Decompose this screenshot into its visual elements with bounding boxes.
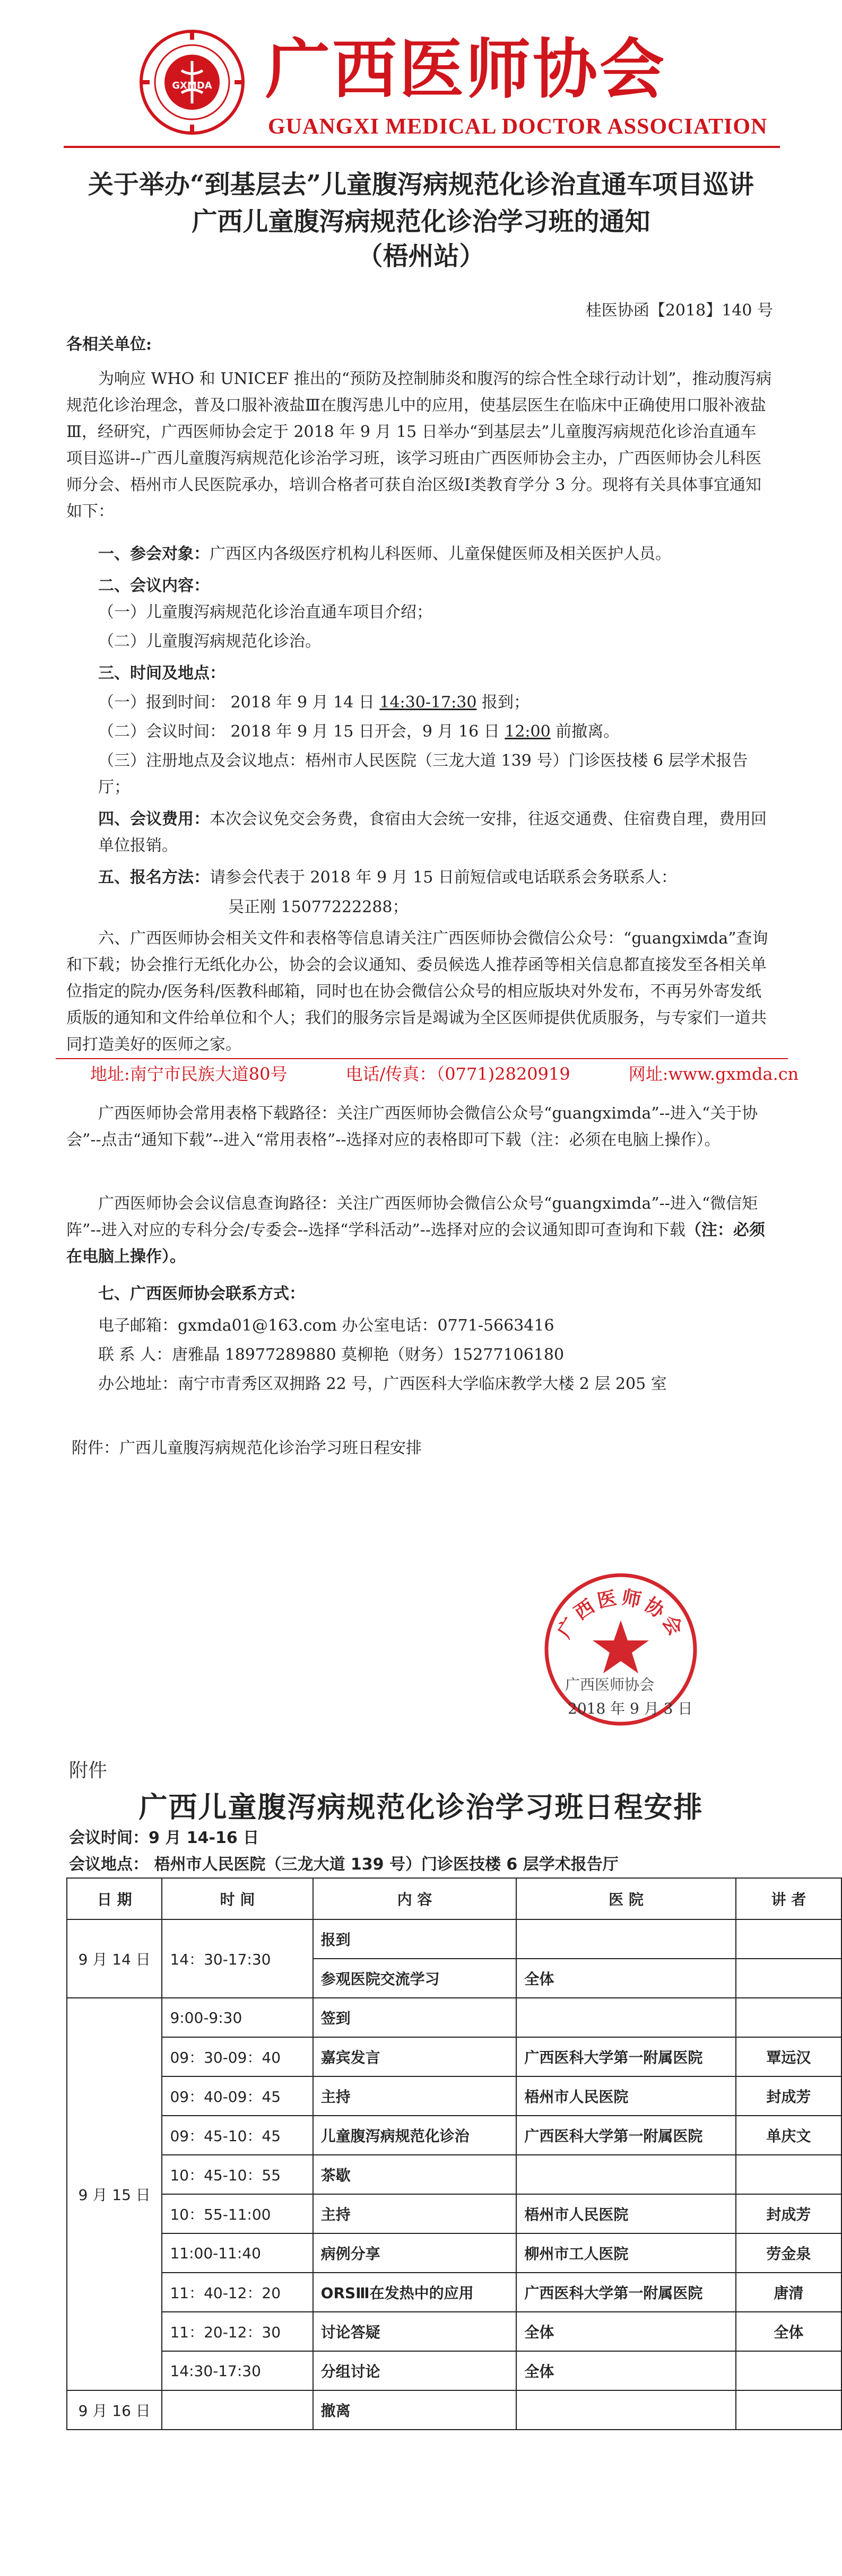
cell-time: 9:00-9:30 xyxy=(162,1998,313,2037)
addressee: 各相关单位: xyxy=(66,335,152,354)
cell-hospital: 全体 xyxy=(516,1959,735,1998)
section-label: 四、会议费用： xyxy=(98,810,210,828)
cell-content: 病例分享 xyxy=(313,2233,517,2273)
contact-people: 联 系 人：唐雅晶 18977289880 莫柳艳（财务）15277106180 xyxy=(98,1346,565,1364)
header-hospital: 医 院 xyxy=(516,1878,735,1919)
header-speaker: 讲 者 xyxy=(736,1878,841,1919)
cell-time xyxy=(162,2390,313,2430)
table-row xyxy=(67,2155,841,2194)
cell-speaker xyxy=(736,1959,841,1998)
header-date: 日 期 xyxy=(67,1878,162,1919)
table-row xyxy=(67,1919,841,1959)
cell-hospital xyxy=(516,1998,735,2037)
red-footer-rule xyxy=(56,1058,788,1059)
cell-speaker xyxy=(736,2390,841,2430)
cell-content: 分组讨论 xyxy=(313,2351,517,2390)
section-wechat-info: 六、广西医师协会相关文件和表格等信息请关注广西医师协会微信公众号：“guangxiмda”查询和下载；协会推行无纸化办公，协会的会议通知、委员候选人推荐函等相关信息都直接发至各相关单位指定的院办/医务科/医教科邮箱，同时也在协会微信公众号的相应版块对外发布，不再另外寄发纸质版的通知和文件给单位和个人；我们的服务宗旨是竭诚为全区医师提供优质服务，与专家们一道共同打造美好的医师之家。 xyxy=(66,929,768,1054)
table-row xyxy=(67,2233,841,2273)
cell-content: ORSⅢ在发热中的应用 xyxy=(313,2273,517,2312)
content-item-2: （二）儿童腹泻病规范化诊治。 xyxy=(98,632,321,651)
section-fees xyxy=(66,806,772,859)
forms-text: 广西医师协会常用表格下载路径：关注广西医师协会微信公众号“guangximda”--进入“关于协会”--点击“通知下载”--进入“常用表格”--选择对应的表格即可下载（注：必须在电脑上操作）。 xyxy=(66,1104,758,1149)
cell-time: 11：20-12：30 xyxy=(162,2312,313,2351)
meeting-query-note: （注：必须在电脑上操作）。 xyxy=(66,1221,765,1266)
schedule-title: 广西儿童腹泻病规范化诊治学习班日程安排 xyxy=(138,1790,704,1824)
time-text: （二）会议时间： 2018 年 9 月 15 日开会，9 月 16 日 xyxy=(98,722,505,741)
cell-speaker xyxy=(736,2351,841,2390)
cell-content: 签到 xyxy=(313,1998,517,2037)
section-contact-heading: 七、广西医师协会联系方式： xyxy=(98,1285,305,1303)
schedule-meeting-time: 会议时间：9 月 14-16 日 xyxy=(69,1829,259,1847)
table-row xyxy=(67,1998,841,2037)
cell-date: 9 月 14 日 xyxy=(67,1919,162,1998)
header-divider xyxy=(64,146,780,148)
cell-hospital: 广西医科大学第一附属医院 xyxy=(516,2273,735,2312)
meeting-location: （三）注册地点及会议地点：梧州市人民医院（三龙大道 139 号）门诊医技楼 6 层学术报告厅； xyxy=(98,752,748,797)
svg-text:GXMDA: GXMDA xyxy=(172,80,212,91)
cell-time: 14：30-17:30 xyxy=(162,1919,313,1998)
forms-download-path xyxy=(66,1101,772,1154)
notice-title-line-3: （梧州站） xyxy=(357,241,485,271)
cell-speaker: 劳金泉 xyxy=(736,2233,841,2273)
cell-hospital xyxy=(516,2390,735,2430)
table-header-row xyxy=(67,1878,841,1919)
svg-text:广西医师协会: 广西医师协会 xyxy=(553,1586,688,1642)
cell-content: 主持 xyxy=(313,2194,517,2233)
cell-hospital xyxy=(516,2155,735,2194)
schedule-table xyxy=(66,1878,842,2430)
attachment-note: 附件：广西儿童腹泻病规范化诊治学习班日程安排 xyxy=(72,1439,422,1457)
document-number: 桂医协函【2018】140 号 xyxy=(585,301,773,320)
time-value: 12:00 xyxy=(505,722,551,741)
cell-content: 茶歇 xyxy=(313,2155,517,2194)
cell-hospital: 广西医科大学第一附属医院 xyxy=(516,2116,735,2155)
cell-hospital: 全体 xyxy=(516,2351,735,2390)
cell-content: 报到 xyxy=(313,1919,517,1959)
registration-contact: 吴正刚 15077222288； xyxy=(228,898,409,916)
meeting-query-path xyxy=(66,1191,772,1270)
section-content-heading: 二、会议内容： xyxy=(98,577,210,595)
cell-content: 撤离 xyxy=(313,2390,517,2430)
cell-hospital: 广西医科大学第一附属医院 xyxy=(516,2037,735,2076)
signature-date: 2018 年 9 月 3 日 xyxy=(568,1700,693,1717)
cell-hospital xyxy=(516,1919,735,1959)
cell-hospital: 全体 xyxy=(516,2312,735,2351)
cell-content: 嘉宾发言 xyxy=(313,2037,517,2076)
table-row xyxy=(67,2037,841,2076)
cell-hospital: 柳州市工人医院 xyxy=(516,2233,735,2273)
intro-paragraph: 为响应 WHO 和 UNICEF 推出的“预防及控制肺炎和腹泻的综合性全球行动计划”，推动腹泻病规范化诊治理念，普及口服补液盐Ⅲ在腹泻患儿中的应用，使基层医生在临床中正确使用口服补液盐Ⅲ，经研究，广西医师协会定于 2018 年 9 月 15 日举办“到基层去”儿童腹泻病规范化诊治直通车项目巡讲--广西儿童腹泻病规范化诊治学习班，该学习班由广西医师协会主办，广西医师协会儿科医师分会、梧州市人民医院承办，培训合格者可获自治区级Ⅰ类教育学分 3 分。现将有关具体事宜通知如下： xyxy=(66,370,772,521)
cell-date: 9 月 16 日 xyxy=(67,2390,162,2430)
cell-content: 讨论答疑 xyxy=(313,2312,517,2351)
time-text: （一）报到时间： 2018 年 9 月 14 日 xyxy=(98,693,380,712)
table-row xyxy=(67,2194,841,2233)
footer-address: 地址:南宁市民族大道80号 xyxy=(90,1064,288,1084)
registration-time xyxy=(66,689,772,716)
cell-date: 9 月 15 日 xyxy=(67,1998,162,2390)
cell-time: 09：45-10：45 xyxy=(162,2116,313,2155)
section-registration xyxy=(66,865,772,891)
section-time-place-heading: 三、时间及地点： xyxy=(98,664,225,683)
attachment-label: 附件 xyxy=(69,1760,108,1782)
cell-speaker: 全体 xyxy=(736,2312,841,2351)
section-text: 请参会代表于 2018 年 9 月 15 日前短信或电话联系会务联系人： xyxy=(210,868,677,887)
time-value: 14:30-17:30 xyxy=(379,693,477,712)
cell-time: 11：40-12：20 xyxy=(162,2273,313,2312)
header-time: 时 间 xyxy=(162,1878,313,1919)
signature-organization: 广西医师协会 xyxy=(565,1676,655,1693)
cell-hospital: 梧州市人民医院 xyxy=(516,2194,735,2233)
section-label: 一、参会对象： xyxy=(98,545,210,563)
table-row xyxy=(67,2273,841,2312)
cell-speaker: 封成芳 xyxy=(736,2194,841,2233)
table-row xyxy=(67,2312,841,2351)
cell-speaker: 唐清 xyxy=(736,2273,841,2312)
cell-time: 14:30-17:30 xyxy=(162,2351,313,2390)
cell-speaker: 覃远汉 xyxy=(736,2037,841,2076)
table-row xyxy=(67,2116,841,2155)
table-row xyxy=(67,2390,841,2430)
meeting-query-text: 广西医师协会会议信息查询路径：关注广西医师协会微信公众号“guangximda”--进入“微信矩阵”--进入对应的专科分会/专委会--选择“学科活动”--选择对应的会议通知即可查询和下载 xyxy=(66,1194,758,1239)
schedule-meeting-place: 会议地点： 梧州市人民医院（三龙大道 139 号）门诊医技楼 6 层学术报告厅 xyxy=(69,1855,619,1874)
cell-content: 主持 xyxy=(313,2076,517,2116)
section-text: 本次会议免交会务费，食宿由大会统一安排，往返交通费、住宿费自理，费用回单位报销。 xyxy=(98,810,767,855)
footer-website[interactable]: 网址:www.gxmda.cn xyxy=(628,1064,799,1084)
notice-title-line-1: 关于举办“到基层去”儿童腹泻病规范化诊治直通车项目巡讲 xyxy=(88,170,754,199)
time-text: 报到； xyxy=(476,693,529,712)
content-item-1: （一）儿童腹泻病规范化诊治直通车项目介绍； xyxy=(98,603,432,622)
cell-time: 10：45-10：55 xyxy=(162,2155,313,2194)
meeting-time xyxy=(66,719,772,745)
contact-email-phone: 电子邮箱：gxmda01@163.com 办公室电话：0771-5663416 xyxy=(98,1316,554,1335)
association-logo-seal xyxy=(139,29,245,135)
cell-speaker: 封成芳 xyxy=(736,2076,841,2116)
cell-speaker xyxy=(736,1998,841,2037)
schedule-table-container xyxy=(66,1878,842,2430)
footer-phone: 电话/传真：（0771)2820919 xyxy=(345,1064,570,1084)
section-target-audience xyxy=(66,541,772,567)
red-contact-line xyxy=(90,1061,798,1085)
contact-address: 办公地址：南宁市青秀区双拥路 22 号，广西医科大学临床教学大楼 2 层 205 室 xyxy=(98,1375,667,1393)
cell-speaker xyxy=(736,2155,841,2194)
cell-time: 11:00-11:40 xyxy=(162,2233,313,2273)
table-row xyxy=(67,2076,841,2116)
cell-content: 儿童腹泻病规范化诊治 xyxy=(313,2116,517,2155)
cell-time: 09：40-09：45 xyxy=(162,2076,313,2116)
cell-hospital: 梧州市人民医院 xyxy=(516,2076,735,2116)
cell-time: 09：30-09：40 xyxy=(162,2037,313,2076)
cell-content: 参观医院交流学习 xyxy=(313,1959,517,1998)
cell-speaker: 单庆文 xyxy=(736,2116,841,2155)
table-row xyxy=(67,2351,841,2390)
section-label: 五、报名方法： xyxy=(98,868,210,887)
cell-time: 10：55-11:00 xyxy=(162,2194,313,2233)
organization-name: 广西医师协会 xyxy=(265,31,666,107)
header-content: 内 容 xyxy=(313,1878,517,1919)
section-text: 广西区内各级医疗机构儿科医师、儿童保健医师及相关医护人员。 xyxy=(210,545,671,563)
organization-name-english: GUANGXI MEDICAL DOCTOR ASSOCIATION xyxy=(268,115,768,139)
notice-title-line-2: 广西儿童腹泻病规范化诊治学习班的通知 xyxy=(192,207,650,237)
cell-speaker xyxy=(736,1919,841,1959)
time-text: 前撤离。 xyxy=(550,722,620,741)
